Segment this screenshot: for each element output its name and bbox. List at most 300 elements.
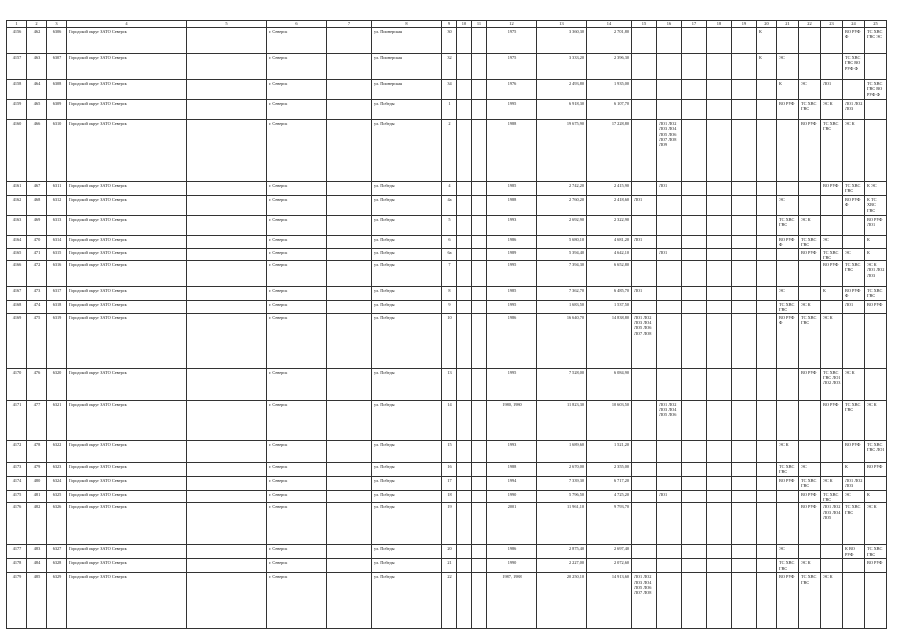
- table-cell: 4157: [7, 54, 27, 80]
- table-cell: 4177: [7, 545, 27, 559]
- table-cell: [472, 216, 487, 236]
- table-row: [7, 573, 887, 629]
- table-cell: [707, 182, 732, 196]
- table-cell: [865, 503, 887, 545]
- table-cell: 1995: [487, 261, 537, 287]
- table-cell: ЭС: [777, 287, 799, 301]
- table-cell: [865, 100, 887, 120]
- table-cell: 7 394,30: [537, 261, 587, 287]
- table-cell: г. Северск: [267, 545, 327, 559]
- table-cell: [777, 503, 799, 545]
- table-cell: 1988: [487, 196, 537, 216]
- table-cell: ул. Победы: [372, 476, 442, 490]
- column-number: 8: [372, 21, 442, 28]
- table-cell: [187, 54, 267, 80]
- table-cell: [472, 545, 487, 559]
- table-cell: Городской округ ЗАТО Северск: [67, 182, 187, 196]
- table-cell: 6308: [47, 80, 67, 100]
- table-cell: г. Северск: [267, 573, 327, 629]
- table-cell: [843, 573, 865, 629]
- table-cell: г. Северск: [267, 100, 327, 120]
- column-number: 22: [799, 21, 821, 28]
- table-cell: 2 742,20: [537, 182, 587, 196]
- table-cell: [327, 301, 372, 314]
- table-cell: 1: [442, 100, 457, 120]
- table-cell: Городской округ ЗАТО Северск: [67, 545, 187, 559]
- table-cell: 6318: [47, 301, 67, 314]
- table-cell: [187, 462, 267, 476]
- table-cell: [732, 545, 757, 559]
- table-cell: 1986: [487, 236, 537, 249]
- table-row: [7, 248, 887, 261]
- table-cell: 17 228,80: [587, 120, 632, 182]
- table-cell: [457, 100, 472, 120]
- table-cell: [632, 545, 657, 559]
- column-number: 25: [865, 21, 887, 28]
- table-cell: [732, 503, 757, 545]
- table-cell: [187, 559, 267, 573]
- table-cell: 4163: [7, 216, 27, 236]
- table-cell: [187, 80, 267, 100]
- table-row: [7, 182, 887, 196]
- table-cell: 1990: [487, 559, 537, 573]
- table-cell: 4171: [7, 400, 27, 440]
- table-cell: 32: [442, 54, 457, 80]
- table-cell: 4156: [7, 28, 27, 54]
- table-cell: г. Северск: [267, 236, 327, 249]
- table-cell: ЭС К: [799, 301, 821, 314]
- table-cell: ул. Пионерская: [372, 54, 442, 80]
- table-cell: [757, 196, 777, 216]
- table-cell: [682, 100, 707, 120]
- table-cell: Городской округ ЗАТО Северск: [67, 462, 187, 476]
- table-cell: 2 355,00: [587, 462, 632, 476]
- table-cell: 483: [27, 545, 47, 559]
- table-cell: 485: [27, 573, 47, 629]
- table-cell: 1 521,20: [587, 440, 632, 462]
- table-cell: ул. Победы: [372, 100, 442, 120]
- table-cell: [865, 545, 887, 559]
- table-row: [7, 400, 887, 440]
- table-cell: [657, 301, 682, 314]
- table-cell: ТС ХВС ГВС: [777, 301, 799, 314]
- table-cell: 4158: [7, 80, 27, 100]
- table-cell: [757, 80, 777, 100]
- column-number: 23: [821, 21, 843, 28]
- column-number: 1: [7, 21, 27, 28]
- table-cell: [682, 545, 707, 559]
- column-number: 12: [487, 21, 537, 28]
- cell-value: ВО РУФ: [867, 560, 883, 566]
- table-cell: 4а: [442, 196, 457, 216]
- table-cell: ЛО1: [843, 301, 865, 314]
- table-cell: [657, 476, 682, 490]
- table-cell: [472, 261, 487, 287]
- table-cell: ТС ХВС ГВС: [799, 236, 821, 249]
- table-cell: [472, 236, 487, 249]
- table-cell: 16 640,70: [537, 313, 587, 368]
- table-cell: [187, 196, 267, 216]
- table-cell: [865, 80, 887, 100]
- table-cell: [657, 545, 682, 559]
- table-cell: [187, 476, 267, 490]
- table-cell: [732, 120, 757, 182]
- table-cell: [657, 261, 682, 287]
- table-cell: 5 796,50: [537, 490, 587, 503]
- table-cell: [732, 80, 757, 100]
- table-cell: [327, 503, 372, 545]
- table-cell: [865, 216, 887, 236]
- table-cell: 2001: [487, 503, 537, 545]
- table-row: [7, 440, 887, 462]
- table-cell: [327, 400, 372, 440]
- table-cell: [472, 462, 487, 476]
- table-cell: [457, 196, 472, 216]
- table-cell: 481: [27, 490, 47, 503]
- table-cell: 30: [442, 28, 457, 54]
- column-number: 18: [707, 21, 732, 28]
- table-cell: [757, 368, 777, 400]
- column-number: 4: [67, 21, 187, 28]
- table-cell: 17: [442, 476, 457, 490]
- table-cell: [707, 100, 732, 120]
- table-cell: [732, 301, 757, 314]
- table-cell: [632, 248, 657, 261]
- table-cell: [757, 490, 777, 503]
- table-cell: 472: [27, 261, 47, 287]
- table-cell: 6309: [47, 100, 67, 120]
- table-cell: [472, 120, 487, 182]
- column-number: 7: [327, 21, 372, 28]
- column-number: 2: [27, 21, 47, 28]
- table-cell: ВО РУФ: [777, 573, 799, 629]
- table-cell: 4159: [7, 100, 27, 120]
- table-cell: 6323: [47, 462, 67, 476]
- table-cell: г. Северск: [267, 261, 327, 287]
- table-cell: ТС ХВС ГВС: [843, 400, 865, 440]
- table-cell: [327, 368, 372, 400]
- table-cell: [327, 573, 372, 629]
- table-cell: ВО РУФ Ф: [843, 287, 865, 301]
- cell-value: ВО РУФ ЛО1: [867, 217, 883, 228]
- table-cell: ЭС: [777, 54, 799, 80]
- table-cell: г. Северск: [267, 80, 327, 100]
- table-cell: 479: [27, 462, 47, 476]
- table-cell: ТС ХВС ГВС: [799, 313, 821, 368]
- table-cell: 484: [27, 559, 47, 573]
- table-cell: 6328: [47, 559, 67, 573]
- table-cell: [732, 216, 757, 236]
- table-cell: ЛО1 ЛО2 ЛО3 ЛО4 ЛО5 ЛО6 ЛО7 ЛО8: [632, 573, 657, 629]
- table-cell: 6314: [47, 236, 67, 249]
- table-cell: ЛО1: [657, 248, 682, 261]
- table-cell: ТС ХВС ГВС: [821, 120, 843, 182]
- table-cell: 6320: [47, 368, 67, 400]
- table-cell: ЛО1 ЛО2 ЛО3 ЛО4 ЛО5 ЛО6: [657, 400, 682, 440]
- table-cell: 4 642,10: [587, 248, 632, 261]
- cell-value: ТС ХВС ГВС: [867, 288, 883, 299]
- table-cell: ТС ХВС ГВС: [843, 261, 865, 287]
- cell-value: ЭС: [876, 34, 882, 40]
- cell-value: К ЭС: [867, 183, 877, 188]
- table-cell: [843, 236, 865, 249]
- table-cell: Городской округ ЗАТО Северск: [67, 313, 187, 368]
- column-number: 6: [267, 21, 327, 28]
- table-cell: [707, 196, 732, 216]
- table-cell: [632, 490, 657, 503]
- table-cell: ТС ХВС ГВС: [777, 462, 799, 476]
- table-cell: [472, 573, 487, 629]
- table-cell: [865, 54, 887, 80]
- table-cell: Городской округ ЗАТО Северск: [67, 573, 187, 629]
- cell-value: К: [867, 249, 870, 255]
- table-cell: 6321: [47, 400, 67, 440]
- table-body: [7, 21, 887, 629]
- cell-value: ТС ХВС ГВС ВО РУФ Ф: [867, 81, 883, 97]
- table-cell: [632, 559, 657, 573]
- table-cell: 480: [27, 476, 47, 490]
- table-cell: [865, 28, 887, 54]
- table-cell: 4162: [7, 196, 27, 216]
- table-cell: 462: [27, 28, 47, 54]
- column-number: 14: [587, 21, 632, 28]
- table-cell: г. Северск: [267, 301, 327, 314]
- table-cell: [682, 80, 707, 100]
- table-cell: 1987, 1988: [487, 573, 537, 629]
- table-cell: ул. Победы: [372, 196, 442, 216]
- table-cell: 15: [442, 440, 457, 462]
- table-cell: г. Северск: [267, 287, 327, 301]
- housing-register-table: [6, 20, 887, 629]
- table-cell: 2: [442, 120, 457, 182]
- table-cell: [732, 28, 757, 54]
- table-cell: [821, 301, 843, 314]
- table-cell: 4161: [7, 182, 27, 196]
- table-cell: 463: [27, 54, 47, 80]
- table-cell: [657, 313, 682, 368]
- table-cell: [865, 476, 887, 490]
- table-cell: ТС ХВС ГВС: [843, 503, 865, 545]
- table-cell: [777, 490, 799, 503]
- table-row: [7, 503, 887, 545]
- table-cell: 4168: [7, 301, 27, 314]
- column-number: 3: [47, 21, 67, 28]
- table-cell: ЭС: [799, 80, 821, 100]
- table-cell: 6 107,70: [587, 100, 632, 120]
- table-cell: 6 918,30: [537, 100, 587, 120]
- table-cell: [682, 196, 707, 216]
- table-cell: [327, 462, 372, 476]
- table-cell: Городской округ ЗАТО Северск: [67, 440, 187, 462]
- table-cell: [632, 503, 657, 545]
- table-cell: ул. Победы: [372, 440, 442, 462]
- table-cell: К: [777, 80, 799, 100]
- table-cell: [777, 248, 799, 261]
- table-cell: [732, 573, 757, 629]
- table-cell: [327, 287, 372, 301]
- table-cell: ЭС: [777, 196, 799, 216]
- table-cell: [707, 80, 732, 100]
- table-cell: [187, 573, 267, 629]
- table-cell: [472, 313, 487, 368]
- table-cell: 6327: [47, 545, 67, 559]
- table-cell: [472, 490, 487, 503]
- cell-value: ЭС К: [867, 401, 877, 407]
- table-cell: [632, 100, 657, 120]
- table-cell: 19 675,90: [537, 120, 587, 182]
- table-cell: [707, 261, 732, 287]
- table-cell: 4 725,20: [587, 490, 632, 503]
- table-cell: ТС ХВС ГВС ВО РУФ Ф: [843, 54, 865, 80]
- table-cell: [865, 440, 887, 462]
- table-cell: [707, 216, 732, 236]
- table-cell: 5 680,10: [537, 236, 587, 249]
- table-cell: ВО РУФ Ф: [843, 196, 865, 216]
- table-cell: 4: [442, 182, 457, 196]
- table-row: [7, 28, 887, 54]
- table-cell: [757, 182, 777, 196]
- table-cell: [327, 313, 372, 368]
- table-cell: [187, 503, 267, 545]
- table-cell: [632, 80, 657, 100]
- table-cell: 6306: [47, 28, 67, 54]
- table-cell: [682, 120, 707, 182]
- table-cell: ТС ХВС ГВС: [777, 559, 799, 573]
- table-cell: 20 250,10: [537, 573, 587, 629]
- table-cell: [682, 236, 707, 249]
- table-cell: [327, 196, 372, 216]
- table-cell: 478: [27, 440, 47, 462]
- table-cell: [707, 573, 732, 629]
- table-cell: [327, 236, 372, 249]
- table-cell: г. Северск: [267, 248, 327, 261]
- table-cell: 14: [442, 400, 457, 440]
- table-cell: [187, 490, 267, 503]
- table-cell: [457, 368, 472, 400]
- table-cell: [707, 236, 732, 249]
- table-cell: 469: [27, 216, 47, 236]
- table-cell: [682, 400, 707, 440]
- table-cell: [732, 54, 757, 80]
- table-cell: [657, 462, 682, 476]
- table-cell: 2 072,60: [587, 559, 632, 573]
- table-cell: 465: [27, 100, 47, 120]
- table-cell: [682, 248, 707, 261]
- table-cell: ЭС: [843, 248, 865, 261]
- table-cell: 4178: [7, 559, 27, 573]
- table-cell: [632, 301, 657, 314]
- table-cell: 1975: [487, 54, 537, 80]
- table-cell: ЛО1: [632, 287, 657, 301]
- table-cell: [777, 182, 799, 196]
- table-cell: 6313: [47, 216, 67, 236]
- table-cell: [472, 400, 487, 440]
- table-cell: 4174: [7, 476, 27, 490]
- cell-value: ЭС К ЛО1 ЛО2 ЛО3: [867, 262, 885, 278]
- table-cell: г. Северск: [267, 313, 327, 368]
- table-cell: [327, 182, 372, 196]
- table-cell: [457, 182, 472, 196]
- table-cell: [657, 503, 682, 545]
- table-cell: ул. Победы: [372, 216, 442, 236]
- table-cell: ул. Победы: [372, 261, 442, 287]
- table-cell: 22: [442, 573, 457, 629]
- column-number: 10: [457, 21, 472, 28]
- table-cell: Городской округ ЗАТО Северск: [67, 100, 187, 120]
- table-cell: ЭС К: [821, 313, 843, 368]
- table-cell: 464: [27, 80, 47, 100]
- table-row: [7, 462, 887, 476]
- table-cell: ул. Победы: [372, 236, 442, 249]
- table-cell: Городской округ ЗАТО Северск: [67, 490, 187, 503]
- table-cell: [682, 490, 707, 503]
- table-cell: [707, 301, 732, 314]
- table-row: [7, 236, 887, 249]
- table-cell: [457, 287, 472, 301]
- table-cell: [187, 236, 267, 249]
- table-cell: ВО РУФ: [777, 100, 799, 120]
- table-cell: [757, 301, 777, 314]
- table-cell: 1 935,00: [587, 80, 632, 100]
- table-cell: [187, 301, 267, 314]
- table-cell: [472, 100, 487, 120]
- table-cell: 1995: [487, 368, 537, 400]
- table-cell: [457, 54, 472, 80]
- table-row: [7, 301, 887, 314]
- table-cell: 1995: [487, 100, 537, 120]
- table-cell: Городской округ ЗАТО Северск: [67, 248, 187, 261]
- table-cell: ул. Победы: [372, 287, 442, 301]
- table-cell: ВО РУФ: [799, 120, 821, 182]
- table-cell: 4170: [7, 368, 27, 400]
- table-cell: [821, 28, 843, 54]
- table-cell: ЛО1 ЛО2 ЛО3 ЛО4 ЛО5 ЛО6 ЛО7 ЛО8 ЛО9: [657, 120, 682, 182]
- table-cell: 4166: [7, 261, 27, 287]
- table-cell: Городской округ ЗАТО Северск: [67, 196, 187, 216]
- column-number: 16: [657, 21, 682, 28]
- table-cell: [707, 490, 732, 503]
- table-cell: [865, 490, 887, 503]
- table-cell: [682, 28, 707, 54]
- table-cell: ВО РУФ: [799, 368, 821, 400]
- table-cell: [472, 196, 487, 216]
- table-cell: 6 485,70: [587, 287, 632, 301]
- table-cell: 471: [27, 248, 47, 261]
- table-cell: [472, 559, 487, 573]
- column-number: 9: [442, 21, 457, 28]
- table-cell: [707, 400, 732, 440]
- table-cell: ЭС К: [821, 100, 843, 120]
- table-cell: 6324: [47, 476, 67, 490]
- table-cell: 4175: [7, 490, 27, 503]
- table-cell: [682, 54, 707, 80]
- table-cell: 482: [27, 503, 47, 545]
- table-cell: [757, 261, 777, 287]
- table-cell: Городской округ ЗАТО Северск: [67, 287, 187, 301]
- table-cell: [757, 503, 777, 545]
- table-cell: [457, 490, 472, 503]
- table-cell: Городской округ ЗАТО Северск: [67, 236, 187, 249]
- table-cell: [187, 440, 267, 462]
- table-cell: ВО РУФ Ф: [777, 313, 799, 368]
- table-cell: ул. Победы: [372, 368, 442, 400]
- table-cell: 4172: [7, 440, 27, 462]
- table-cell: [757, 216, 777, 236]
- cell-value: ЭС К: [867, 504, 877, 510]
- table-cell: 18: [442, 490, 457, 503]
- table-cell: 6 652,80: [587, 261, 632, 287]
- table-cell: [732, 490, 757, 503]
